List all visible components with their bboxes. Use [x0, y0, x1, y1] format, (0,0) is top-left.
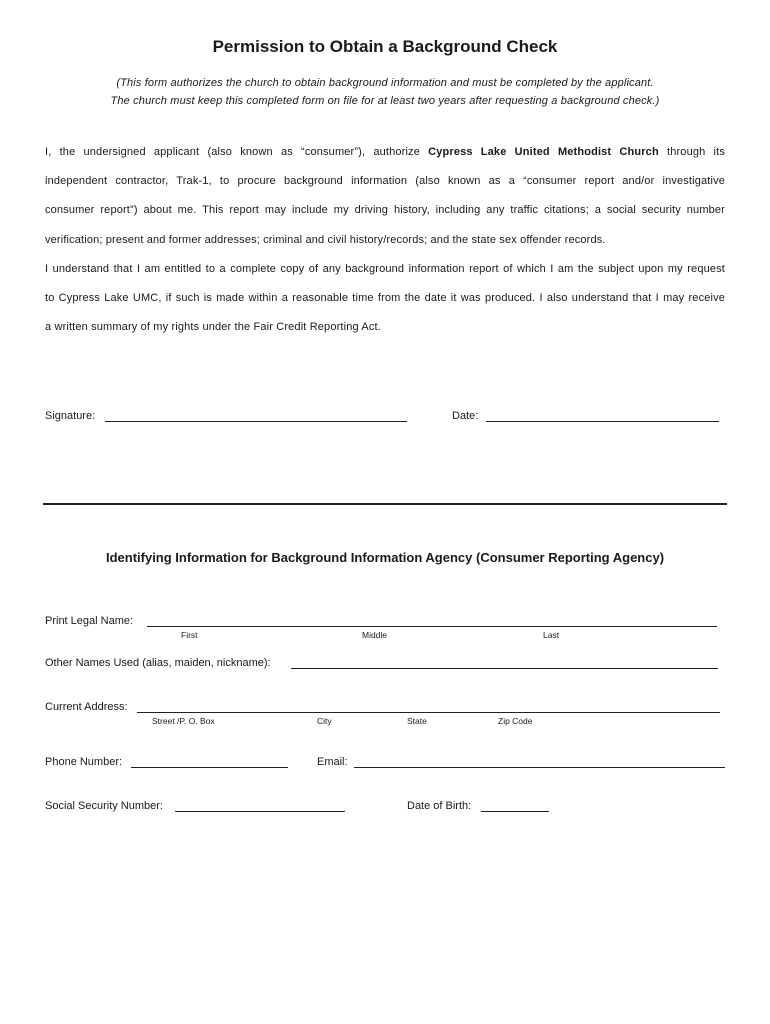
- email-label: Email:: [317, 756, 348, 768]
- church-name: Cypress Lake United Methodist Church: [428, 146, 659, 158]
- legal-name-last-caption: Last: [543, 630, 560, 640]
- dob-label: Date of Birth:: [407, 800, 472, 812]
- rights-paragraph-line-2: to Cypress Lake UMC, if such is made within a reasonable time from the date it was produced. I also understand that I may receive: [45, 292, 725, 304]
- section-title: Identifying Information for Background Information Agency (Consumer Reporting Agency): [105, 550, 665, 565]
- date-label: Date:: [452, 410, 479, 422]
- intro-line-2: The church must keep this completed form on file for at least two years after requesting a background check.): [110, 95, 660, 107]
- legal-name-middle-caption: Middle: [362, 630, 388, 640]
- consent-text-end: through its: [667, 146, 726, 158]
- address-zip-caption: Zip Code: [498, 716, 533, 726]
- address-city-caption: City: [317, 716, 332, 726]
- legal-name-field[interactable]: [147, 626, 717, 627]
- section-divider: [43, 503, 727, 505]
- signature-label: Signature:: [45, 410, 96, 422]
- other-names-label: Other Names Used (alias, maiden, nickname):: [45, 657, 271, 669]
- phone-label: Phone Number:: [45, 756, 123, 768]
- intro-line-1: (This form authorizes the church to obtain background information and must be completed by the applicant.: [116, 77, 654, 89]
- address-field[interactable]: [137, 712, 720, 713]
- rights-paragraph-line-1: I understand that I am entitled to a complete copy of any background information report of which I am the subject upon my request: [45, 263, 725, 275]
- ssn-label: Social Security Number:: [45, 800, 163, 812]
- consent-paragraph-line-3: consumer report”) about me. This report may include my driving history, including any traffic citations; a social security number: [45, 204, 725, 216]
- email-field[interactable]: [354, 767, 725, 768]
- consent-text-start: I, the undersigned applicant (also known as “consumer”), authorize: [45, 146, 420, 158]
- dob-field[interactable]: [481, 811, 549, 812]
- page-title: Permission to Obtain a Background Check: [212, 37, 558, 56]
- phone-field[interactable]: [131, 767, 288, 768]
- legal-name-first-caption: First: [181, 630, 198, 640]
- address-street-caption: Street /P. O. Box: [152, 716, 215, 726]
- other-names-field[interactable]: [291, 668, 718, 669]
- consent-paragraph-line-2: independent contractor, Trak-1, to procure background information (also known as a “consumer report and/or investigative: [45, 175, 725, 187]
- ssn-field[interactable]: [175, 811, 345, 812]
- consent-paragraph-line-1: [45, 146, 725, 158]
- consent-paragraph-line-4: verification; present and former addresses; criminal and civil history/records; and the state sex offender records.: [45, 234, 606, 246]
- address-label: Current Address:: [45, 701, 128, 713]
- address-state-caption: State: [407, 716, 427, 726]
- signature-field[interactable]: [105, 421, 407, 422]
- legal-name-label: Print Legal Name:: [45, 615, 134, 627]
- rights-paragraph-line-3: a written summary of my rights under the Fair Credit Reporting Act.: [45, 321, 381, 333]
- signature-date-field[interactable]: [486, 421, 719, 422]
